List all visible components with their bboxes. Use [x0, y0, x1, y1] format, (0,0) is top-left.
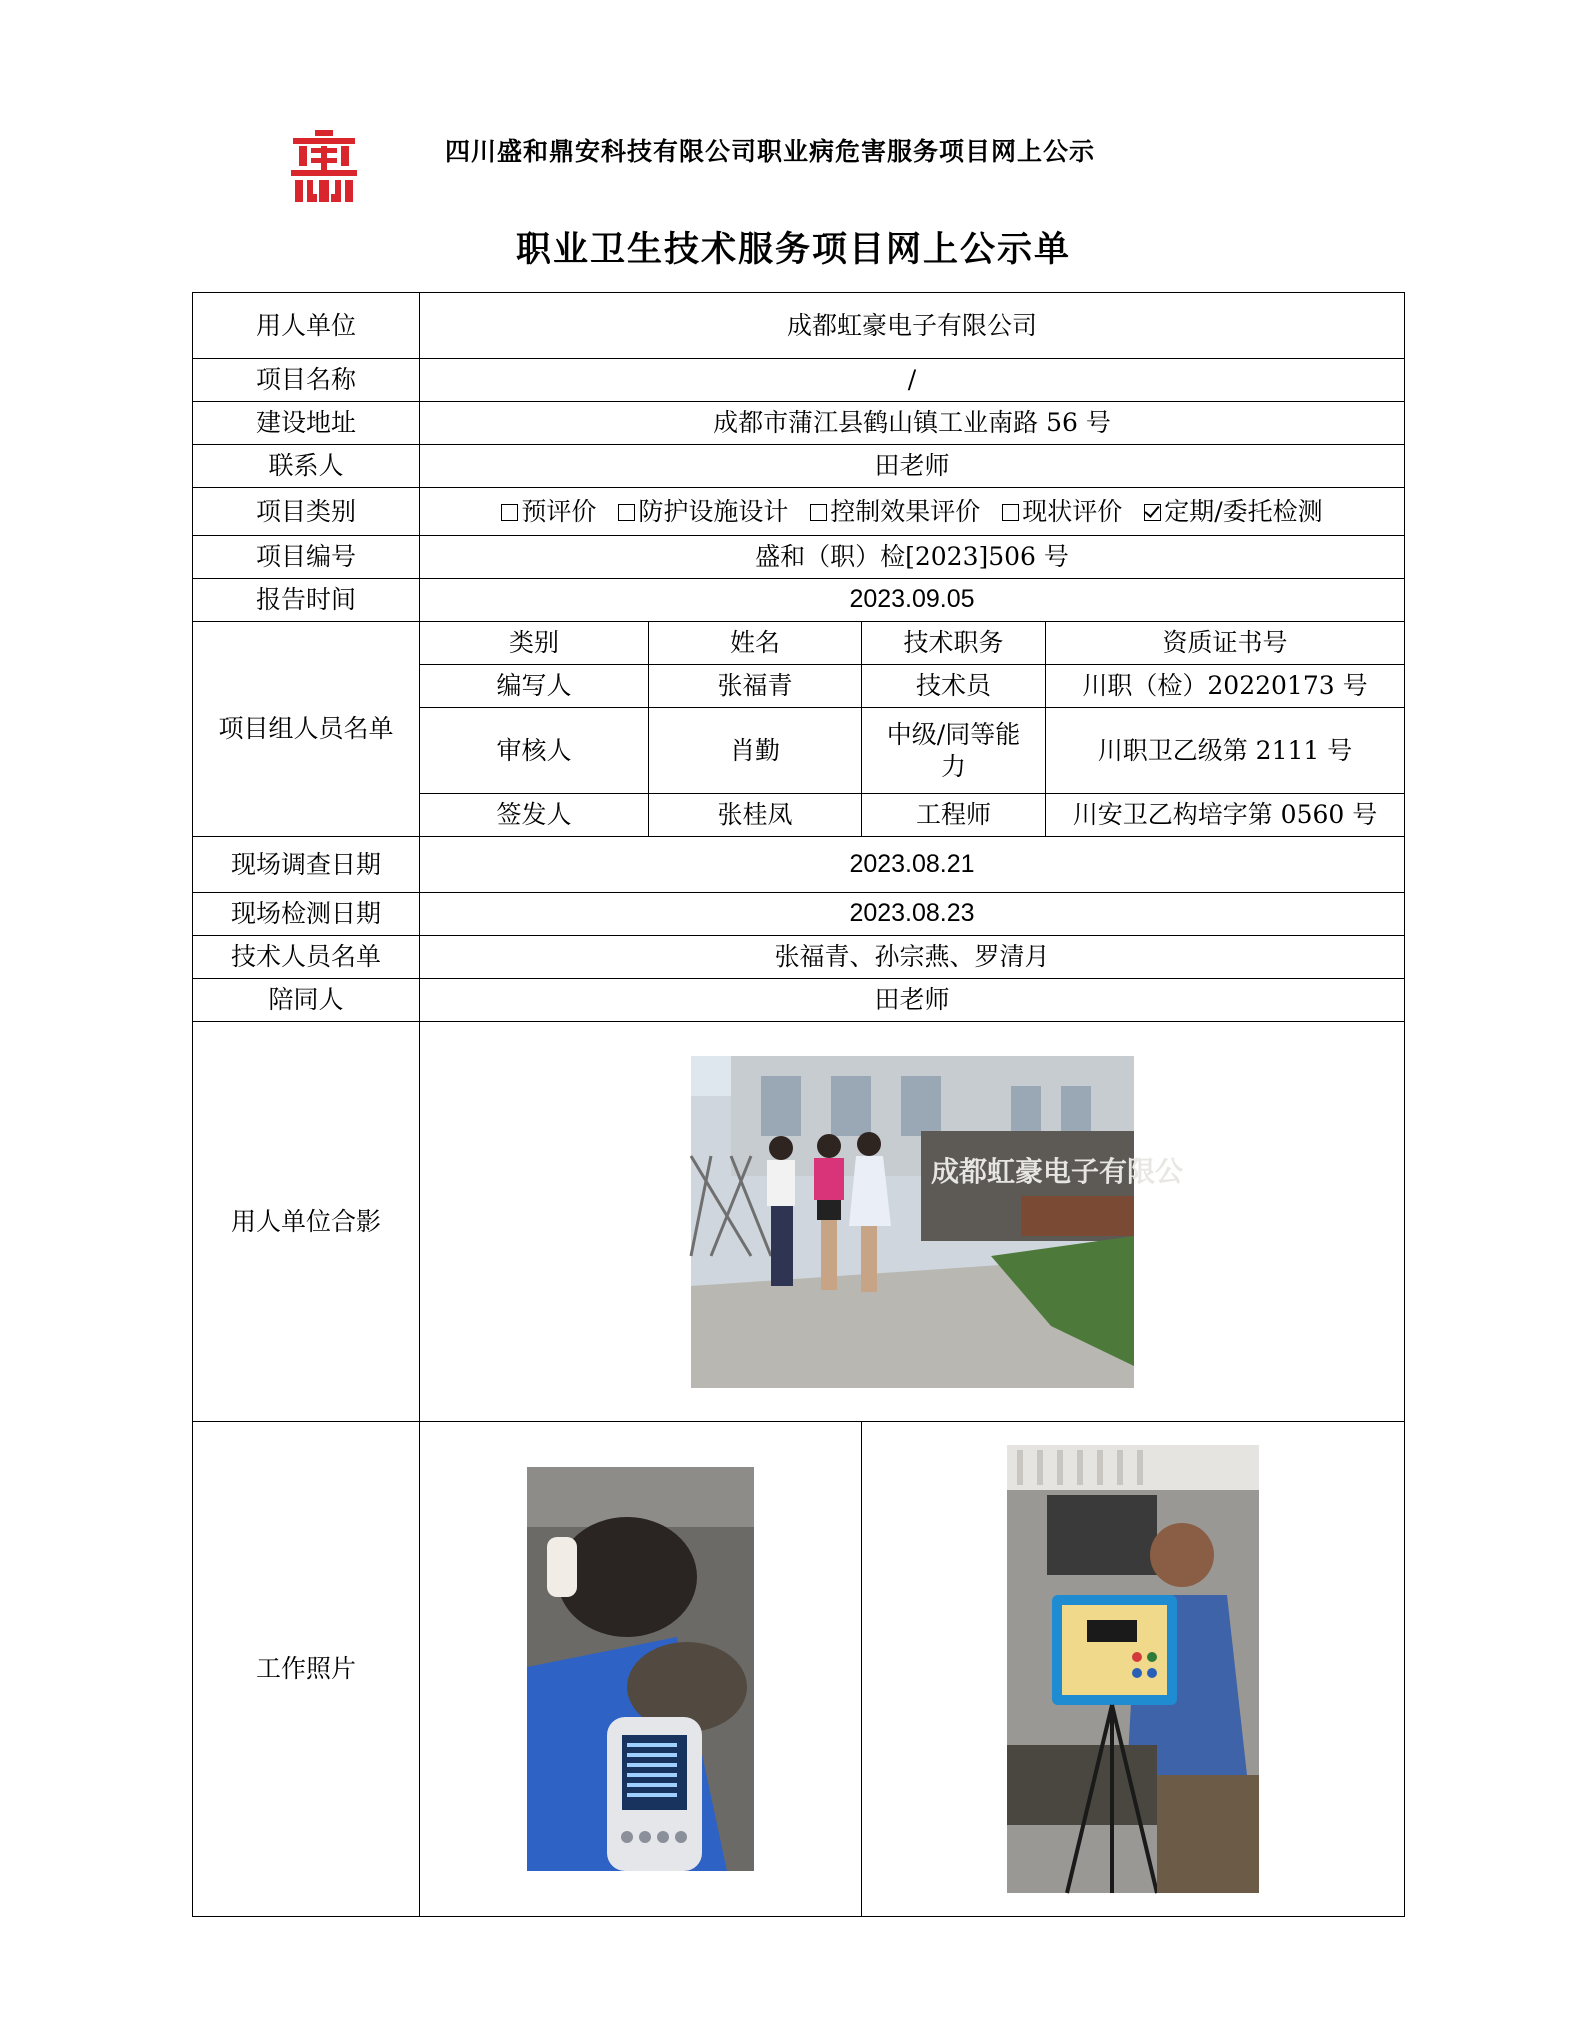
- report-time-value: 2023.09.05: [420, 579, 1405, 622]
- survey-date-label: 现场调查日期: [193, 837, 420, 893]
- team-name: 张桂凤: [649, 794, 862, 837]
- tech-staff-label: 技术人员名单: [193, 936, 420, 979]
- address-value: 成都市蒲江县鹤山镇工业南路 56 号: [420, 402, 1405, 445]
- row-project-name: [193, 359, 1405, 402]
- category-options: [420, 488, 1405, 536]
- category-option[interactable]: [1002, 497, 1122, 526]
- row-survey-date: [193, 837, 1405, 893]
- team-title: 技术员: [862, 665, 1046, 708]
- escort-value: 田老师: [420, 979, 1405, 1022]
- category-option[interactable]: [1144, 497, 1322, 526]
- group-photo: [691, 1056, 1183, 1388]
- category-label: 项目类别: [193, 488, 420, 536]
- page-title: 职业卫生技术服务项目网上公示单: [515, 229, 1071, 270]
- project-no-label: 项目编号: [193, 536, 420, 579]
- row-escort: [193, 979, 1405, 1022]
- row-category: [193, 488, 1405, 536]
- team-cert: 川职卫乙级第 2111 号: [1046, 708, 1405, 794]
- header-company-title: 四川盛和鼎安科技有限公司职业病危害服务项目网上公示: [445, 137, 1096, 166]
- team-title: 中级/同等能力: [862, 708, 1046, 794]
- team-header-title: 技术职务: [862, 622, 1046, 665]
- project-no-value: 盛和（职）检[2023]506 号: [420, 536, 1405, 579]
- checkbox-checked-icon[interactable]: [1144, 504, 1161, 521]
- category-option[interactable]: [501, 497, 596, 526]
- test-date-label: 现场检测日期: [193, 893, 420, 936]
- row-contact: [193, 445, 1405, 488]
- category-option[interactable]: [618, 497, 788, 526]
- notice-table: [192, 292, 1405, 1917]
- team-role: 签发人: [420, 794, 649, 837]
- category-option-label: 控制效果评价: [830, 496, 981, 526]
- escort-label: 陪同人: [193, 979, 420, 1022]
- report-time-label: 报告时间: [193, 579, 420, 622]
- team-header-cert: 资质证书号: [1046, 622, 1405, 665]
- team-role: 编写人: [420, 665, 649, 708]
- row-project-no: [193, 536, 1405, 579]
- checkbox-icon[interactable]: [810, 504, 827, 521]
- group-photo-label: 用人单位合影: [193, 1022, 420, 1422]
- work-photo-dust-sampler: [1007, 1445, 1259, 1893]
- work-photo-cell-right: [862, 1422, 1405, 1917]
- sign-text: 成都虹豪电子有限公: [930, 1154, 1183, 1188]
- tech-staff-value: 张福青、孙宗燕、罗清月: [420, 936, 1405, 979]
- checkbox-icon[interactable]: [1002, 504, 1019, 521]
- row-report-time: [193, 579, 1405, 622]
- work-photo-cell-left: [420, 1422, 862, 1917]
- employer-value: 成都虹豪电子有限公司: [420, 293, 1405, 359]
- team-cert: 川安卫乙构培字第 0560 号: [1046, 794, 1405, 837]
- category-option-label: 预评价: [521, 496, 597, 526]
- team-header-role: 类别: [420, 622, 649, 665]
- category-option[interactable]: [810, 497, 980, 526]
- checkbox-icon[interactable]: [618, 504, 635, 521]
- row-group-photo: [193, 1022, 1405, 1422]
- header: [285, 128, 1285, 208]
- category-option-label: 定期/委托检测: [1164, 496, 1323, 526]
- team-name: 张福青: [649, 665, 862, 708]
- contact-value: 田老师: [420, 445, 1405, 488]
- team-title: 工程师: [862, 794, 1046, 837]
- team-name: 肖勤: [649, 708, 862, 794]
- group-photo-cell: [420, 1022, 1405, 1422]
- work-photo-label: 工作照片: [193, 1422, 420, 1917]
- team-label: 项目组人员名单: [193, 622, 420, 837]
- row-tech-staff: [193, 936, 1405, 979]
- employer-label: 用人单位: [193, 293, 420, 359]
- work-photo-noise-meter: [527, 1467, 754, 1871]
- category-option-label: 现状评价: [1022, 496, 1123, 526]
- survey-date-value: 2023.08.21: [420, 837, 1405, 893]
- category-option-label: 防护设施设计: [638, 496, 789, 526]
- test-date-value: 2023.08.23: [420, 893, 1405, 936]
- row-work-photos: [193, 1422, 1405, 1917]
- project-name-label: 项目名称: [193, 359, 420, 402]
- row-test-date: [193, 893, 1405, 936]
- team-header-row: [193, 622, 1405, 665]
- team-role: 审核人: [420, 708, 649, 794]
- company-logo: [285, 128, 363, 206]
- row-employer: [193, 293, 1405, 359]
- project-name-value: /: [420, 359, 1405, 402]
- checkbox-icon[interactable]: [501, 504, 518, 521]
- row-address: [193, 402, 1405, 445]
- team-header-name: 姓名: [649, 622, 862, 665]
- address-label: 建设地址: [193, 402, 420, 445]
- team-cert: 川职（检）20220173 号: [1046, 665, 1405, 708]
- contact-label: 联系人: [193, 445, 420, 488]
